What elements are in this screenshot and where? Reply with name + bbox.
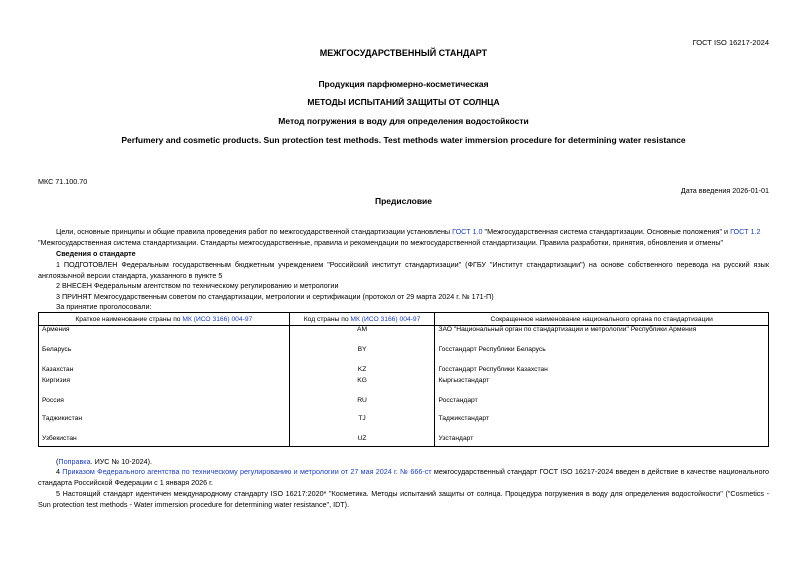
country-name: Таджикистан	[39, 415, 290, 435]
table-header-code: Код страны по МК (ИСО 3166) 004-97	[289, 313, 435, 326]
standards-body: Таджикстандарт	[435, 415, 769, 435]
intro-date: Дата введения 2026-01-01	[680, 186, 769, 195]
table-header-body: Сокращенное наименование национального органа по стандартизации	[435, 313, 769, 326]
country-name: Армения	[39, 326, 290, 346]
country-name: Узбекистан	[39, 435, 290, 447]
standards-body: Росстандарт	[435, 397, 769, 415]
foreword-item-3: 3 ПРИНЯТ Межгосударственным советом по стандартизации, метрологии и сертификации (протокол от 29 марта 2024 г. № 171-П)	[56, 292, 494, 301]
foreword-item-4: 4 Приказом Федерального агентства по техническому регулированию и метрологии от 27 мая 2024 г. № 666-ст межгосударственный стандарт ГОСТ ISO 16217-2024 введен в действие в качестве национального стандарта Российской Федерации с 1 января 2026 г.	[38, 467, 769, 487]
country-code: BY	[289, 346, 435, 366]
table-row	[39, 435, 769, 447]
mks-code: МКС 71.100.70	[38, 177, 88, 186]
title-line-2: МЕТОДЫ ИСПЫТАНИЙ ЗАЩИТЫ ОТ СОЛНЦА	[307, 97, 500, 107]
country-code: TJ	[289, 415, 435, 435]
voted-label: За принятие проголосовали:	[56, 302, 152, 311]
table-row	[39, 346, 769, 366]
country-name: Киргизия	[39, 377, 290, 397]
standard-info-heading: Сведения о стандарте	[56, 249, 136, 258]
standards-body: Госстандарт Республики Беларусь	[435, 346, 769, 366]
standards-body: Госстандарт Республики Казахстан	[435, 366, 769, 377]
foreword-item-1: 1 ПОДГОТОВЛЕН Федеральным государственным бюджетным учреждением "Российский институт стандартизации" (ФГБУ "Институт стандартизации") на основе собственного перевода на русский язык англоязычной версии стандарта, указанного в пункте 5	[38, 260, 769, 280]
standards-body: ЗАО "Национальный орган по стандартизации и метрологии" Республики Армения	[435, 326, 769, 346]
country-code: RU	[289, 397, 435, 415]
table-header-country: Краткое наименование страны по МК (ИСО 3166) 004-97	[39, 313, 290, 326]
country-code: KG	[289, 377, 435, 397]
standards-body: Узстандарт	[435, 435, 769, 447]
countries-table	[38, 312, 769, 447]
country-name: Беларусь	[39, 346, 290, 366]
order-link[interactable]: Приказом Федерального агентства по техническому регулированию и метрологии от 27 мая 2024 г. № 666-ст	[62, 467, 432, 476]
document-code: ГОСТ ISO 16217-2024	[692, 38, 769, 47]
table-row	[39, 397, 769, 415]
gost-1-2-link[interactable]: ГОСТ 1.2	[730, 227, 761, 236]
country-code: AM	[289, 326, 435, 346]
table-row	[39, 366, 769, 377]
country-name: Россия	[39, 397, 290, 415]
foreword-item-2: 2 ВНЕСЕН Федеральным агентством по техническому регулированию и метрологии	[56, 281, 339, 290]
table-row	[39, 326, 769, 346]
foreword-paragraph-1: Цели, основные принципы и общие правила проведения работ по межгосударственной стандартизации установлены ГОСТ 1.0 "Межгосударственная система стандартизации. Основные положения" и ГОСТ 1.2 "Межгосударственная система стандартизации. Стандарты межгосударственные, правила и рекомендации по межгосударственной стандартизации. Правила разработки, принятия, обновления и отмены"	[38, 227, 761, 247]
title-line-1: Продукция парфюмерно-косметическая	[318, 79, 489, 89]
country-name: Казахстан	[39, 366, 290, 377]
title-english: Perfumery and cosmetic products. Sun protection test methods. Test methods water immersion procedure for determining water resistance	[121, 135, 686, 145]
mk-iso-3166-link[interactable]: МК (ИСО 3166) 004-97	[350, 315, 421, 323]
gost-1-0-link[interactable]: ГОСТ 1.0	[452, 227, 483, 236]
standards-body: Кыргызстандарт	[435, 377, 769, 397]
title-line-3: Метод погружения в воду для определения водостойкости	[278, 116, 529, 126]
mk-iso-3166-link[interactable]: МК (ИСО 3166) 004-97	[182, 315, 253, 323]
foreword-heading: Предисловие	[374, 196, 433, 206]
table-row	[39, 415, 769, 435]
country-code: KZ	[289, 366, 435, 377]
country-code: UZ	[289, 435, 435, 447]
table-row	[39, 377, 769, 397]
standard-type: МЕЖГОСУДАРСТВЕННЫЙ СТАНДАРТ	[319, 48, 488, 58]
amendment-note: (Поправка. ИУС № 10-2024).	[56, 457, 152, 466]
amendment-link[interactable]: Поправка	[58, 457, 91, 466]
foreword-item-5: 5 Настоящий стандарт идентичен международному стандарту ISO 16217:2020* "Косметика. Методы испытаний защиты от солнца. Процедура погружения в воду для определения водостойкости" ("Cosmetics - Sun protection test methods - Water immersion procedure for determining water resistance", IDT).	[38, 489, 769, 509]
